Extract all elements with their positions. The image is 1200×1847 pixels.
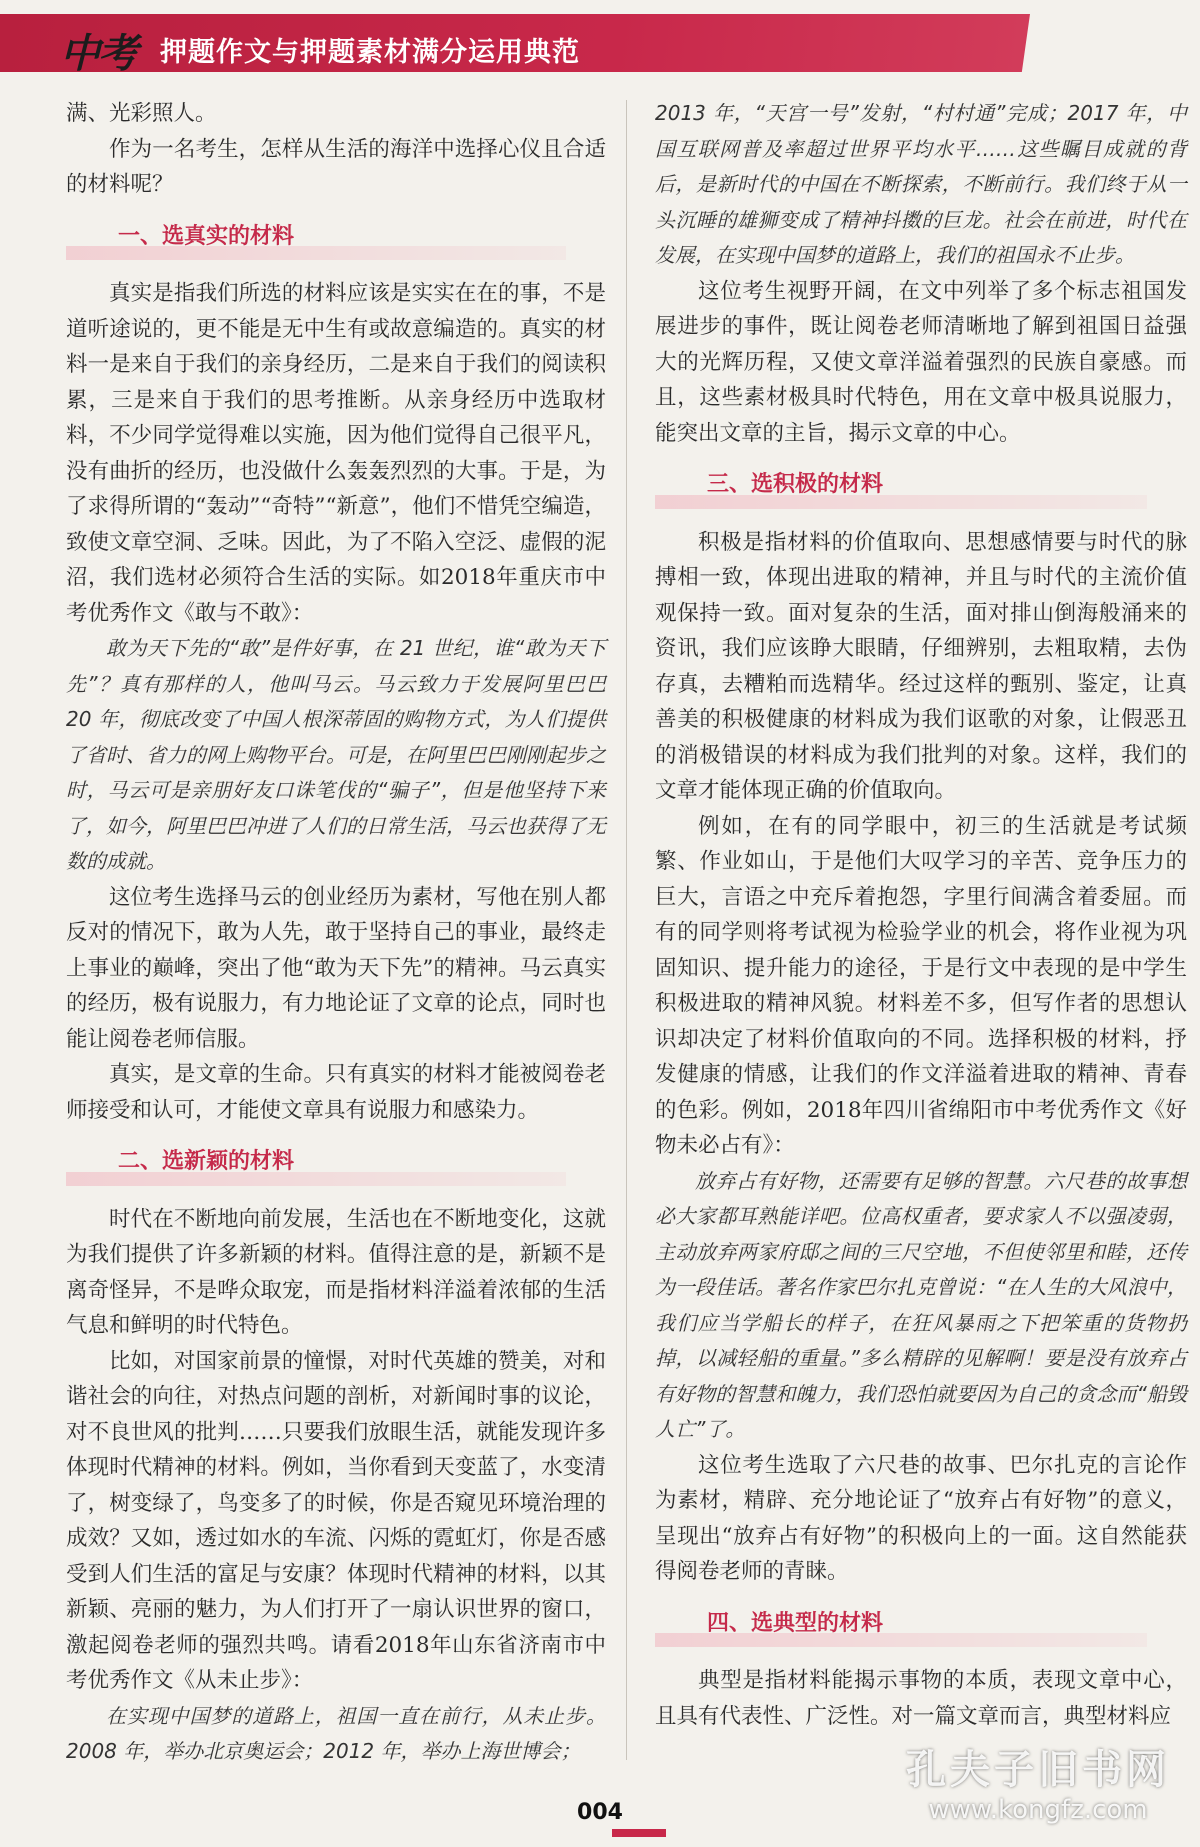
paragraph: 时代在不断地向前发展，生活也在不断地变化，这就为我们提供了许多新颖的材料。值得注意的是，新颖不是离奇怪异，不是哗众取宠，而是指材料洋溢着浓郁的生活气息和鲜明的时代特色。: [66, 1206, 606, 1338]
section-heading-typical: 四、选典型的材料: [655, 1606, 1187, 1642]
paragraph: 作为一名考生，怎样从生活的海洋中选择心仪且合适的材料呢？: [66, 136, 606, 197]
paragraph: 比如，对国家前景的憧憬，对时代英雄的赞美，对和谐社会的向往，对热点问题的剖析，对新闻时事的议论，对不良世风的批判……只要我们放眼生活，就能发现许多体现时代精神的材料。例如，当你看到天变蓝了，水变清了，树变绿了，鸟变多了的时候，你是否窥见环境治理的成效？又如，透过如水的车流、闪烁的霓虹灯，你是否感受到人们生活的富足与安康？体现时代精神的材料，以其新颖、亮丽的魅力，为人们打开了一扇认识世界的窗口，激起阅卷老师的强烈共鸣。请看2018年山东省济南市中考优秀作文《从未止步》：: [66, 1348, 606, 1693]
header-title: 押题作文与押题素材满分运用典范: [160, 37, 580, 68]
section-heading-positive: 三、选积极的材料: [655, 467, 1187, 503]
paragraph: 例如，在有的同学眼中，初三的生活就是考试频繁、作业如山，于是他们大叹学习的辛苦、竞争压力的巨大，言语之中充斥着抱怨，字里行间满含着委屈。而有的同学则将考试视为检验学业的机会，将作业视为巩固知识、提升能力的途径，于是行文中表现的是中学生积极进取的精神风貌。材料差不多，但写作者的思想认识却决定了材料价值取向的不同。选择积极的材料，抒发健康的情感，让我们的作文洋溢着进取的精神、青春的色彩。例如，2018年四川省绵阳市中考优秀作文《好物未必占有》：: [655, 813, 1187, 1158]
page-number-bar: [612, 1829, 666, 1837]
quote-excerpt-continued: 2013 年，“天宫一号”发射，“村村通”完成；2017 年，中国互联网普及率超过世界平均水平……这些瞩目成就的背后，是新时代的中国在不断探索，不断前行。我们终于从一头沉睡的雄狮变成了精神抖擞的巨龙。社会在前进，时代在发展，在实现中国梦的道路上，我们的祖国永不止步。: [655, 101, 1187, 267]
paragraph: 积极是指材料的价值取向、思想感情要与时代的脉搏相一致，体现出进取的精神，并且与时代的主流价值观保持一致。面对复杂的生活，面对排山倒海般涌来的资讯，我们应该睁大眼睛，仔细辨别，去粗取精，去伪存真，去糟粕而选精华。经过这样的甄别、鉴定，让真善美的积极健康的材料成为我们讴歌的对象，让假恶丑的消极错误的材料成为我们批判的对象。这样，我们的文章才能体现正确的价值取向。: [655, 529, 1187, 803]
page-number: 004: [577, 1800, 623, 1825]
watermark-name: 孔夫子旧书网: [906, 1747, 1170, 1793]
paragraph: 这位考生选择马云的创业经历为素材，写他在别人都反对的情况下，敢为人先，敢于坚持自己的事业，最终走上事业的巅峰，突出了他“敢为天下先”的精神。马云真实的经历，极有说服力，有力地论证了文章的论点，同时也能让阅卷老师信服。: [66, 884, 606, 1052]
paragraph: 真实，是文章的生命。只有真实的材料才能被阅卷老师接受和认可，才能使文章具有说服力和感染力。: [66, 1062, 606, 1123]
quote-excerpt: 敢为天下先的“敢”是件好事，在 21 世纪，谁“敢为天下先”？真有那样的人，他叫马云。马云致力于发展阿里巴巴 20 年，彻底改变了中国人根深蒂固的购物方式，为人们提供了省时、省力的网上购物平台。可是，在阿里巴巴刚刚起步之时，马云可是亲朋好友口诛笔伐的“骗子”，但是他坚持下来了，如今，阿里巴巴冲进了人们的日常生活，马云也获得了无数的成就。: [66, 636, 606, 873]
section-heading-real: 一、选真实的材料: [66, 219, 606, 255]
column-divider: [626, 100, 627, 1760]
paragraph: 这位考生视野开阔，在文中列举了多个标志祖国发展进步的事件，既让阅卷老师清晰地了解到祖国日益强大的光辉历程，又使文章洋溢着强烈的民族自豪感。而且，这些素材极具时代特色，用在文章中极具说服力，能突出文章的主旨，揭示文章的中心。: [655, 278, 1187, 446]
paragraph: 真实是指我们所选的材料应该是实实在在的事，不是道听途说的，更不能是无中生有或故意编造的。真实的材料一是来自于我们的亲身经历，二是来自于我们的阅读积累，三是来自于我们的思考推断。从亲身经历中选取材料，不少同学觉得难以实施，因为他们觉得自己很平凡，没有曲折的经历，也没做什么轰轰烈烈的大事。于是，为了求得所谓的“轰动”“奇特”“新意”，他们不惜凭空编造，致使文章空洞、乏味。因此，为了不陷入空泛、虚假的泥沼，我们选材必须符合生活的实际。如2018年重庆市中考优秀作文《敢与不敢》：: [66, 281, 606, 626]
paragraph: 满、光彩照人。: [66, 101, 217, 126]
right-column: [655, 96, 1187, 1734]
section-heading-novel: 二、选新颖的材料: [66, 1144, 606, 1180]
paragraph: 典型是指材料能揭示事物的本质，表现文章中心，且具有代表性、广泛性。对一篇文章而言，典型材料应: [655, 1668, 1187, 1729]
left-column: [66, 96, 606, 1770]
watermark-url: www.kongfz.com: [928, 1795, 1148, 1825]
paragraph: 这位考生选取了六尺巷的故事、巴尔扎克的言论作为素材，精辟、充分地论证了“放弃占有好物”的意义，呈现出“放弃占有好物”的积极向上的一面。这自然能获得阅卷老师的青睐。: [655, 1452, 1187, 1584]
quote-excerpt: 在实现中国梦的道路上，祖国一直在前行，从未止步。2008 年，举办北京奥运会；2012 年，举办上海世博会；: [66, 1703, 606, 1763]
quote-excerpt: 放弃占有好物，还需要有足够的智慧。六尺巷的故事想必大家都耳熟能详吧。位高权重者，要求家人不以强凌弱，主动放弃两家府邸之间的三尺空地，不但使邻里和睦，还传为一段佳话。著名作家巴尔扎克曾说：“在人生的大风浪中，我们应当学船长的样子，在狂风暴雨之下把笨重的货物扔掉，以减轻船的重量。”多么精辟的见解啊！要是没有放弃占有好物的智慧和魄力，我们恐怕就要因为自己的贪念而“船毁人亡”了。: [655, 1168, 1187, 1441]
header-label: 中考: [60, 31, 136, 77]
